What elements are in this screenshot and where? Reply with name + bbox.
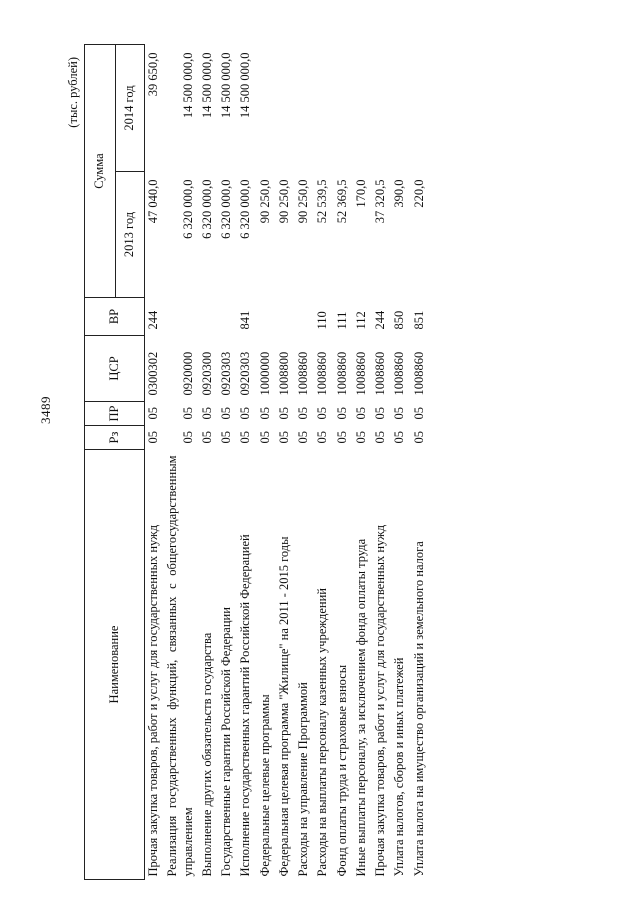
header-2013: 2013 год [116, 172, 145, 298]
row-sum-2013: 90 250,0 [276, 179, 291, 224]
row-csr: 0920000 [180, 351, 195, 396]
row-sum-2014 [353, 45, 372, 172]
row-sum-2014 [411, 45, 430, 172]
row-sum-2014 [257, 45, 276, 172]
row-sum-2013: 390,0 [392, 179, 407, 208]
row-sum-2014 [372, 45, 391, 172]
row-pr: 05 [373, 407, 387, 420]
row-pr: 05 [315, 407, 330, 420]
row-name: Уплата налога на имущество организаций и земельного налога [411, 541, 426, 877]
row-vr: 244 [146, 310, 160, 330]
rotated-page-content [62, 45, 582, 880]
table-row [391, 45, 410, 880]
row-csr: 0920303 [238, 351, 253, 396]
row-rz: 05 [392, 431, 407, 444]
row-vr: 244 [373, 310, 387, 330]
row-csr: 0920300 [199, 351, 214, 396]
row-sum-2013: 90 250,0 [296, 179, 310, 224]
row-sum-2014 [391, 45, 410, 172]
row-sum-2014: 39 650,0 [146, 52, 160, 97]
table-row [353, 45, 372, 880]
table-row [295, 45, 314, 880]
header-2014: 2014 год [116, 45, 145, 172]
table-row [257, 45, 276, 880]
row-pr: 05 [411, 407, 426, 420]
row-rz: 05 [219, 431, 233, 444]
row-name: Расходы на управление Программой [296, 682, 310, 877]
table-row [145, 45, 165, 880]
table-row [334, 45, 353, 880]
row-sum-2013: 6 320 000,0 [238, 179, 253, 239]
table-row [314, 45, 333, 880]
row-name: Прочая закупка товаров, работ и услуг для государственных нужд [373, 524, 387, 877]
row-rz: 05 [373, 431, 387, 444]
row-rz: 05 [411, 431, 426, 444]
row-sum-2014: 14 500 000,0 [219, 52, 233, 119]
table-row [411, 45, 430, 880]
row-sum-2013: 6 320 000,0 [180, 179, 195, 239]
row-pr: 05 [276, 407, 291, 420]
row-name: Исполнение государственных гарантий Российской Федерацией [238, 534, 253, 877]
row-pr: 05 [180, 407, 195, 420]
row-name: Федеральные целевые программы [257, 694, 272, 877]
table-header [85, 45, 145, 880]
row-vr: 110 [315, 311, 330, 330]
budget-table [84, 44, 430, 880]
row-sum-2014 [295, 45, 314, 172]
row-csr: 0300302 [146, 351, 160, 396]
row-sum-2014 [276, 45, 295, 172]
row-csr: 1008860 [334, 351, 349, 396]
header-rz: Рз [85, 426, 145, 450]
row-csr: 0920303 [219, 351, 233, 396]
header-name: Наименование [85, 450, 145, 880]
row-sum-2014 [314, 45, 333, 172]
row-name: Уплата налогов, сборов и иных платежей [392, 657, 407, 877]
row-vr [164, 298, 199, 336]
page-number: 3489 [38, 396, 53, 424]
table-row [199, 45, 218, 880]
row-vr [295, 298, 314, 336]
row-csr: 1000000 [257, 351, 272, 396]
header-csr: ЦСР [85, 336, 145, 402]
table-row [164, 45, 199, 880]
row-vr [218, 298, 237, 336]
header-vr: ВР [85, 298, 145, 336]
row-pr: 05 [199, 407, 214, 420]
row-csr: 1008860 [296, 351, 310, 396]
row-sum-2013: 90 250,0 [257, 179, 272, 224]
row-name: Государственные гарантии Российской Федерации [219, 607, 233, 877]
row-sum-2013: 220,0 [411, 179, 426, 208]
row-sum-2014: 14 500 000,0 [238, 52, 253, 119]
table-row [237, 45, 256, 880]
table-row [372, 45, 391, 880]
header-sum: Сумма [85, 45, 116, 298]
row-pr: 05 [334, 407, 349, 420]
row-name: Федеральная целевая программа "Жилище" на 2011 - 2015 годы [276, 536, 291, 877]
row-csr: 1008860 [353, 351, 368, 396]
row-sum-2014: 14 500 000,0 [199, 52, 214, 119]
row-csr: 1008860 [315, 351, 330, 396]
header-pr: ПР [85, 402, 145, 426]
row-sum-2013: 170,0 [353, 179, 368, 208]
row-vr [257, 298, 276, 336]
row-rz: 05 [334, 431, 349, 444]
row-sum-2013: 6 320 000,0 [199, 179, 214, 239]
row-name: Иные выплаты персоналу, за исключением фонда оплаты труда [353, 538, 368, 877]
row-sum-2014: 14 500 000,0 [180, 52, 195, 119]
row-rz: 05 [315, 431, 330, 444]
row-name: Фонд оплаты труда и страховые взносы [334, 664, 349, 877]
row-sum-2014 [334, 45, 353, 172]
row-vr: 112 [353, 311, 368, 330]
row-name: Реализация государственных функций, связанных с общегосударственным управлением [165, 455, 195, 877]
row-vr: 841 [238, 310, 253, 330]
row-rz: 05 [353, 431, 368, 444]
row-csr: 1008860 [373, 351, 387, 396]
row-name: Выполнение других обязательств государства [199, 632, 214, 877]
row-pr: 05 [257, 407, 272, 420]
table-row [276, 45, 295, 880]
units-label: (тыс. рублей) [66, 57, 80, 128]
row-sum-2013: 37 320,5 [373, 179, 387, 224]
row-rz: 05 [199, 431, 214, 444]
row-pr: 05 [353, 407, 368, 420]
row-rz: 05 [238, 431, 253, 444]
row-pr: 05 [392, 407, 407, 420]
row-rz: 05 [180, 431, 195, 444]
row-csr: 1008860 [411, 351, 426, 396]
row-rz: 05 [276, 431, 291, 444]
row-name: Расходы на выплаты персоналу казенных учреждений [315, 588, 330, 877]
row-sum-2013: 47 040,0 [146, 179, 160, 224]
row-vr: 111 [334, 311, 349, 330]
row-pr: 05 [296, 407, 310, 420]
row-csr: 1008800 [276, 351, 291, 396]
table-row [218, 45, 237, 880]
row-rz: 05 [296, 431, 310, 444]
row-sum-2013: 52 369,5 [334, 179, 349, 224]
row-sum-2013: 52 539,5 [315, 179, 330, 224]
row-pr: 05 [238, 407, 253, 420]
table-body [145, 45, 430, 880]
row-pr: 05 [219, 407, 233, 420]
row-pr: 05 [146, 407, 160, 420]
row-rz: 05 [146, 431, 160, 444]
row-vr: 850 [392, 310, 407, 330]
row-vr [276, 298, 295, 336]
row-sum-2013: 6 320 000,0 [219, 179, 233, 239]
row-vr: 851 [411, 310, 426, 330]
row-name: Прочая закупка товаров, работ и услуг для государственных нужд [146, 524, 160, 877]
row-csr: 1008860 [392, 351, 407, 396]
row-vr [199, 298, 218, 336]
row-rz: 05 [257, 431, 272, 444]
